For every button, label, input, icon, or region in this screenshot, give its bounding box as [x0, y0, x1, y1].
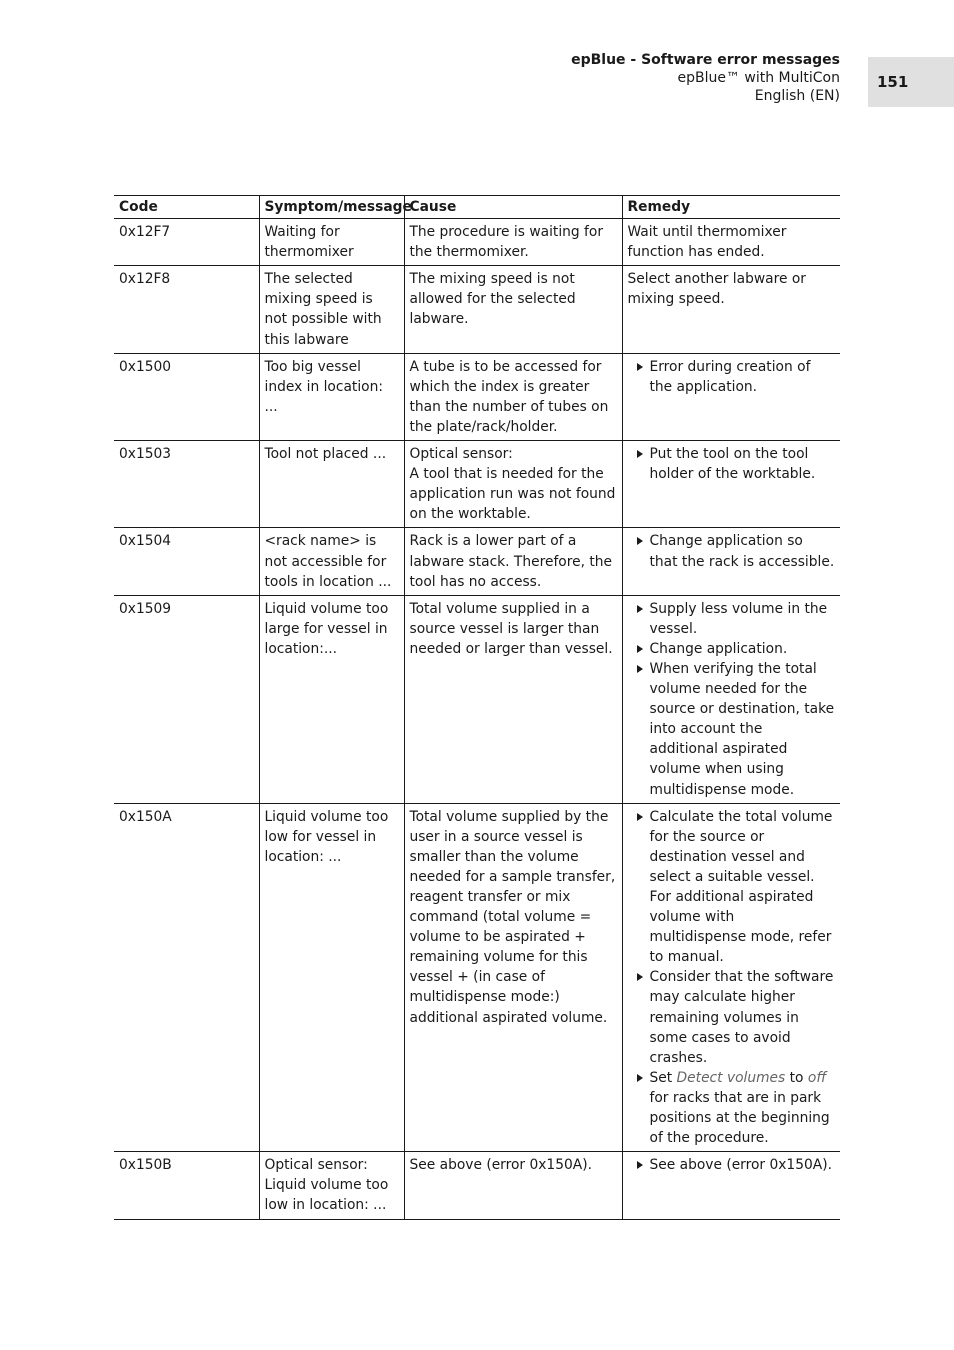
remedy-item: Change application.: [628, 639, 836, 659]
header-subtitle: epBlue™ with MultiCon: [677, 70, 840, 86]
symptom-cell: The selected mixing speed is not possible with this labware: [259, 266, 404, 353]
remedy-item: Supply less volume in the vessel.: [628, 599, 836, 639]
cause-cell: See above (error 0x150A).: [404, 1152, 622, 1219]
symptom-cell: Too big vessel index in location: ...: [259, 353, 404, 440]
remedy-item: Put the tool on the tool holder of the worktable.: [628, 444, 836, 484]
remedy-item: Consider that the software may calculate higher remaining volumes in some cases to avoid crashes.: [628, 967, 836, 1067]
symptom-cell: Liquid volume too low for vessel in location: ...: [259, 803, 404, 1152]
cause-cell: The procedure is waiting for the thermomixer.: [404, 219, 622, 266]
cause-cell: Rack is a lower part of a labware stack. Therefore, the tool has no access.: [404, 528, 622, 595]
remedy-cell: [622, 803, 840, 1152]
remedy-cell: [622, 595, 840, 803]
remedy-item: Error during creation of the application.: [628, 357, 836, 397]
error-code: 0x12F7: [119, 224, 171, 241]
remedy-list: [628, 599, 836, 800]
table-row: [114, 595, 840, 803]
header-language: English (EN): [754, 88, 840, 104]
cause-line: A tool that is needed for the application run was not found on the worktable.: [409, 466, 616, 523]
symptom-line: Liquid volume too low in location: ...: [264, 1177, 389, 1214]
remedy-cell: Wait until thermomixer function has ended.: [622, 219, 840, 266]
header-title: epBlue - Software error messages: [571, 52, 840, 68]
error-code: 0x1500: [119, 358, 172, 375]
cause-cell: [404, 441, 622, 528]
remedy-cell: [622, 353, 840, 440]
table-row: [114, 803, 840, 1152]
symptom-cell: <rack name> is not accessible for tools in location ...: [259, 528, 404, 595]
remedy-text: for racks that are in park positions at the beginning of the procedure.: [649, 1089, 830, 1147]
table-header-row: [114, 196, 840, 219]
cause-cell: A tube is to be accessed for which the index is greater than the number of tubes on the plate/rack/holder.: [404, 353, 622, 440]
error-code: 0x1504: [119, 533, 172, 550]
ui-term-detect-volumes: Detect volumes: [676, 1069, 786, 1086]
error-code: 0x150A: [119, 808, 172, 825]
remedy-text: to: [789, 1069, 804, 1086]
remedy-item: Calculate the total volume for the source or destination vessel and select a suitable vessel. For additional aspirated volume with multidispense mode, refer to manual.: [628, 807, 836, 968]
symptom-line: Optical sensor:: [264, 1157, 368, 1174]
table-row: [114, 1152, 840, 1219]
symptom-cell: [259, 1152, 404, 1219]
ui-value-off: off: [807, 1069, 827, 1086]
remedy-cell: [622, 528, 840, 595]
remedy-list: [628, 444, 836, 484]
remedy-cell: [622, 1152, 840, 1219]
table-row: [114, 528, 840, 595]
remedy-list: [628, 531, 836, 571]
remedy-list: [628, 1155, 836, 1175]
symptom-cell: Tool not placed ...: [259, 441, 404, 528]
remedy-list: [628, 807, 836, 1149]
symptom-cell: Waiting for thermomixer: [259, 219, 404, 266]
column-header-remedy: Remedy: [622, 196, 840, 219]
cause-cell: Total volume supplied in a source vessel is larger than needed or larger than vessel.: [404, 595, 622, 803]
column-header-symptom: Symptom/message: [259, 196, 404, 219]
remedy-item: [628, 1068, 836, 1148]
remedy-text: Set: [649, 1069, 673, 1086]
remedy-item: Change application so that the rack is accessible.: [628, 531, 836, 571]
page-header: [571, 51, 840, 105]
table-row: [114, 266, 840, 353]
remedy-item: When verifying the total volume needed for the source or destination, take into account the additional aspirated volume when using multidispense mode.: [628, 659, 836, 800]
table-row: [114, 353, 840, 440]
table-row: [114, 441, 840, 528]
symptom-cell: Liquid volume too large for vessel in location:...: [259, 595, 404, 803]
cause-line: Optical sensor:: [409, 446, 513, 463]
remedy-cell: [622, 441, 840, 528]
error-code: 0x12F8: [119, 271, 171, 288]
column-header-cause: Cause: [404, 196, 622, 219]
error-code: 0x1503: [119, 446, 172, 463]
error-code: 0x1509: [119, 600, 172, 617]
cause-cell: Total volume supplied by the user in a source vessel is smaller than the volume needed for a sample transfer, reagent transfer or mix command (total volume = volume to be aspirated + remaining volume for this vessel + (in case of multidispense mode:) additional aspirated volume.: [404, 803, 622, 1152]
cause-cell: The mixing speed is not allowed for the selected labware.: [404, 266, 622, 353]
remedy-list: [628, 357, 836, 397]
column-header-code: Code: [119, 199, 158, 215]
error-code: 0x150B: [119, 1157, 172, 1174]
remedy-item: See above (error 0x150A).: [628, 1155, 836, 1175]
table-row: [114, 219, 840, 266]
error-table: [114, 195, 840, 1220]
remedy-cell: Select another labware or mixing speed.: [622, 266, 840, 353]
page-number: 151: [868, 57, 954, 107]
